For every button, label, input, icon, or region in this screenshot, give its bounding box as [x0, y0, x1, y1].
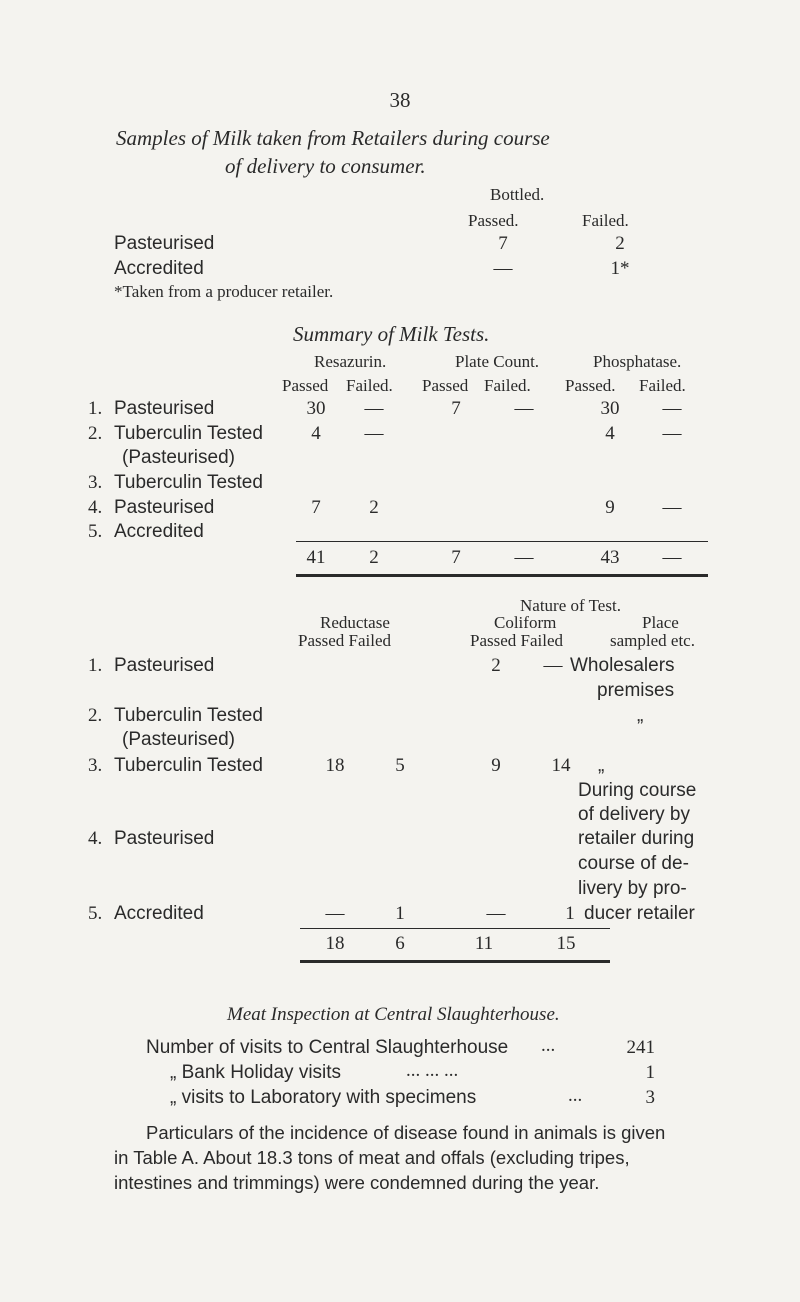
summary-cell: 2: [369, 497, 379, 518]
nature-title: Nature of Test.: [520, 596, 621, 615]
nature-place-text: During course: [578, 780, 697, 801]
nature-row-label: Pasteurised: [114, 655, 215, 676]
nature-reductase-header: Reductase: [320, 613, 390, 632]
summary-row-label: Pasteurised: [114, 398, 215, 419]
meat-item-label: „ Bank Holiday visits: [170, 1062, 342, 1083]
nature-cell: 1: [565, 903, 575, 924]
summary-sub-passed: Passed: [422, 376, 469, 395]
summary-cell: 4: [311, 423, 321, 444]
nature-row-number: 1.: [88, 655, 103, 676]
nature-cell: 18: [325, 755, 345, 776]
nature-place-text: Wholesalers: [570, 655, 675, 676]
summary-cell: —: [364, 398, 384, 419]
summary-cell: 30: [306, 398, 326, 419]
summary-group-phosphatase: Phosphatase.: [593, 352, 682, 371]
nature-double-rule: [300, 960, 610, 963]
summary-total: 7: [451, 547, 461, 568]
summary-row-number: 2.: [88, 423, 103, 444]
summary-cell: 7: [311, 497, 321, 518]
summary-cell: 7: [451, 398, 461, 419]
meat-item-value: 3: [645, 1087, 655, 1108]
summary-sub-failed: Failed.: [346, 376, 393, 395]
summary-total: —: [662, 547, 682, 568]
summary-row-number: 4.: [88, 497, 103, 518]
summary-sub-failed: Failed.: [639, 376, 686, 395]
summary-group-resazurin: Resazurin.: [314, 352, 387, 371]
retail-row-label: Pasteurised: [114, 233, 215, 254]
nature-row-label: Tuberculin Tested: [114, 755, 263, 776]
retail-row-passed: 7: [498, 233, 508, 254]
retail-row-failed: 1*: [610, 258, 630, 279]
nature-reductase-sub: Passed Failed: [298, 631, 392, 650]
summary-title: Summary of Milk Tests.: [293, 322, 490, 346]
meat-paragraph-line: intestines and trimmings) were condemned during the year.: [114, 1172, 600, 1193]
nature-row-number: 5.: [88, 903, 103, 924]
summary-total: 2: [369, 547, 379, 568]
summary-cell: —: [662, 423, 682, 444]
nature-coliform-sub: Passed Failed: [470, 631, 564, 650]
summary-row-label: Accredited: [114, 521, 204, 542]
retail-footnote: *Taken from a producer retailer.: [114, 282, 334, 301]
nature-total: 18: [325, 933, 345, 954]
nature-row-label: Pasteurised: [114, 828, 215, 849]
summary-row-number: 1.: [88, 398, 103, 419]
meat-item-leader: ...: [568, 1085, 583, 1106]
meat-paragraph-line: in Table A. About 18.3 tons of meat and offals (excluding tripes,: [114, 1147, 630, 1168]
nature-cell: 14: [551, 755, 571, 776]
meat-item-value: 241: [626, 1037, 655, 1058]
retail-title-line2: of delivery to consumer.: [225, 154, 426, 178]
summary-total: 43: [600, 547, 620, 568]
nature-row-number: 3.: [88, 755, 103, 776]
nature-row-number: 4.: [88, 828, 103, 849]
nature-place-text: ducer retailer: [584, 903, 695, 924]
meat-item-label: Number of visits to Central Slaughterhouse: [146, 1037, 509, 1058]
retail-row-failed: 2: [615, 233, 625, 254]
summary-total: 41: [306, 547, 326, 568]
summary-cell: —: [514, 398, 534, 419]
nature-total: 6: [395, 933, 405, 954]
retail-passed-header: Passed.: [468, 211, 519, 230]
meat-item-leader: ...: [541, 1035, 556, 1056]
nature-ditto-mark: „: [598, 755, 605, 776]
nature-row-number: 2.: [88, 705, 103, 726]
nature-row-label: Accredited: [114, 903, 204, 924]
summary-group-plate-count: Plate Count.: [455, 352, 540, 371]
summary-sub-passed: Passed.: [565, 376, 616, 395]
nature-cell: —: [543, 655, 563, 676]
nature-row-label: Tuberculin Tested: [114, 705, 263, 726]
nature-cell: —: [486, 903, 506, 924]
meat-item-value: 1: [645, 1062, 655, 1083]
nature-cell: 9: [491, 755, 501, 776]
nature-cell: —: [325, 903, 345, 924]
meat-item-label: „ visits to Laboratory with specimens: [170, 1087, 477, 1108]
nature-cell: 2: [491, 655, 501, 676]
summary-cell: —: [662, 497, 682, 518]
summary-cell: 4: [605, 423, 615, 444]
summary-sub-passed: Passed: [282, 376, 329, 395]
nature-place-text: premises: [597, 680, 675, 701]
nature-cell: 1: [395, 903, 405, 924]
summary-double-rule: [296, 574, 708, 577]
summary-row-number: 5.: [88, 521, 103, 542]
nature-ditto-mark: „: [637, 705, 644, 726]
summary-cell: —: [662, 398, 682, 419]
nature-total-rule: [300, 928, 610, 929]
nature-coliform-header: Coliform: [494, 613, 557, 632]
summary-total: —: [514, 547, 534, 568]
nature-place-text: retailer during: [578, 828, 695, 849]
retail-title-line1: Samples of Milk taken from Retailers during course: [116, 126, 550, 150]
nature-place-text: livery by pro-: [578, 878, 687, 899]
summary-cell: 30: [600, 398, 620, 419]
retail-row-label: Accredited: [114, 258, 204, 279]
meat-paragraph-line: Particulars of the incidence of disease found in animals is given: [146, 1122, 666, 1143]
summary-row-label-sub: (Pasteurised): [122, 447, 235, 468]
summary-row-number: 3.: [88, 472, 103, 493]
summary-total-rule: [296, 541, 708, 542]
summary-row-label: Pasteurised: [114, 497, 215, 518]
summary-sub-failed: Failed.: [484, 376, 531, 395]
summary-row-label: Tuberculin Tested: [114, 423, 263, 444]
nature-place-text: course of de-: [578, 853, 689, 874]
page-number: 38: [389, 88, 411, 112]
summary-cell: —: [364, 423, 384, 444]
retail-failed-header: Failed.: [582, 211, 629, 230]
nature-place-sub: sampled etc.: [610, 631, 695, 650]
nature-row-label-sub: (Pasteurised): [122, 729, 235, 750]
nature-cell: 5: [395, 755, 405, 776]
retail-bottled-header: Bottled.: [490, 185, 545, 204]
summary-cell: 9: [605, 497, 615, 518]
nature-total: 15: [556, 933, 576, 954]
meat-item-leader: ... ... ...: [406, 1060, 459, 1081]
nature-place-text: of delivery by: [578, 804, 690, 825]
meat-title: Meat Inspection at Central Slaughterhouse.: [227, 1004, 560, 1025]
retail-row-passed: —: [493, 258, 513, 279]
nature-total: 11: [474, 933, 494, 954]
summary-row-label: Tuberculin Tested: [114, 472, 263, 493]
nature-place-header: Place: [642, 613, 679, 632]
